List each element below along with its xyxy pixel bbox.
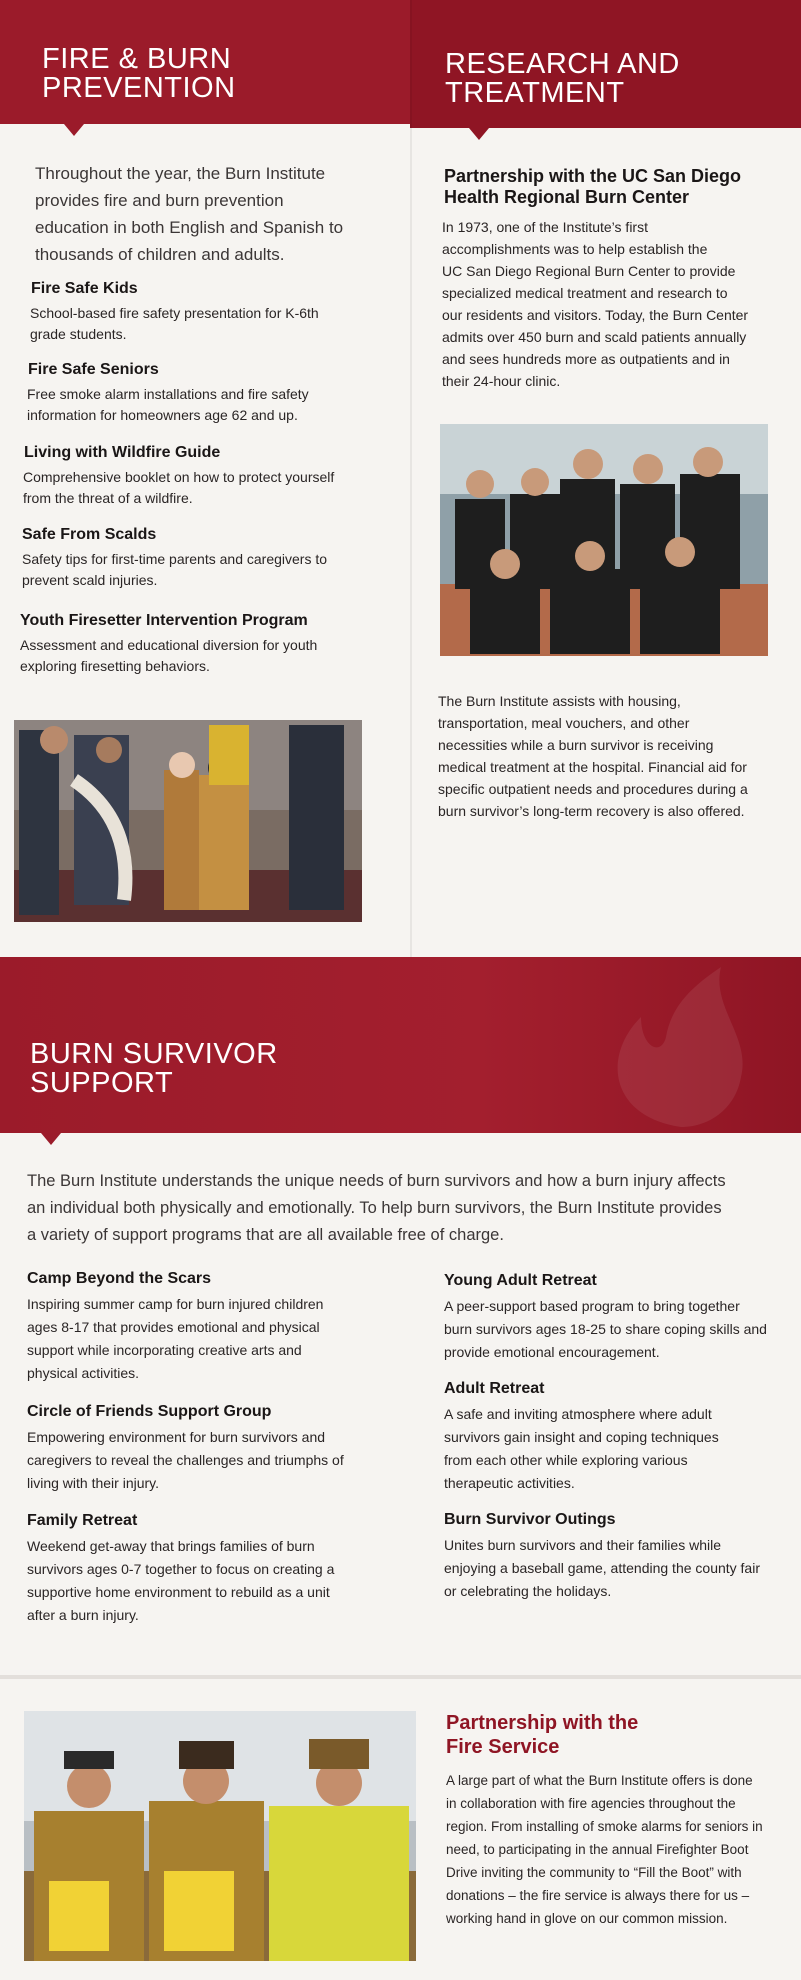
desc-line: prevent scald injuries. [22, 572, 158, 588]
desc-line: exploring firesetting behaviors. [20, 658, 210, 674]
desc-line: working hand in glove on our common mission. [446, 1911, 728, 1926]
fire-service-body [446, 1769, 796, 1930]
desc-line: ages 8-17 that provides emotional and physical [27, 1319, 320, 1335]
desc-line: Comprehensive booklet on how to protect yourself [23, 469, 335, 485]
desc-line: accomplishments was to help establish the [442, 241, 708, 257]
desc-line: from the threat of a wildfire. [23, 490, 193, 506]
desc-line: information for homeowners age 62 and up. [27, 407, 298, 423]
desc-line: In 1973, one of the Institute’s first [442, 219, 648, 235]
desc-line: survivors gain insight and coping techniques [444, 1429, 719, 1445]
firefighters-photo [24, 1711, 416, 1961]
desc-line: specific outpatient needs and procedures during a [438, 781, 748, 797]
desc-line: Safety tips for first-time parents and caregivers to [22, 551, 328, 567]
intro-line: The Burn Institute understands the unique needs of burn survivors and how a burn injury affects [27, 1172, 726, 1190]
fire-service-title-line1: Partnership with the [446, 1712, 639, 1734]
program-title-circle-of-friends: Circle of Friends Support Group [27, 1403, 272, 1420]
top-panel [0, 0, 801, 957]
desc-line: support while incorporating creative arts and [27, 1342, 302, 1358]
program-desc-camp [27, 1293, 397, 1385]
desc-line: Assessment and educational diversion for youth [20, 637, 318, 653]
desc-line: living with their injury. [27, 1475, 160, 1491]
program-desc-fire-safe-kids [30, 303, 390, 345]
desc-line: our residents and visitors. Today, the Burn Center [442, 307, 749, 323]
desc-line: their 24-hour clinic. [442, 373, 561, 389]
desc-line: caregivers to reveal the challenges and triumphs of [27, 1452, 344, 1468]
program-title-youth-firesetter: Youth Firesetter Intervention Program [20, 612, 308, 629]
desc-line: admits over 450 burn and scald patients annually [442, 329, 747, 345]
desc-line: medical treatment at the hospital. Financial aid for [438, 759, 747, 775]
program-title-fire-safe-kids: Fire Safe Kids [31, 280, 138, 297]
desc-line: A peer-support based program to bring together [444, 1298, 740, 1314]
research-subtitle [444, 166, 741, 208]
desc-line: supportive home environment to rebuild as a unit [27, 1584, 330, 1600]
desc-line: after a burn injury. [27, 1607, 139, 1623]
desc-line: region. From installing of smoke alarms for seniors in [446, 1819, 763, 1834]
desc-line: Weekend get-away that brings families of burn [27, 1538, 315, 1554]
fire-service-title-line2: Fire Service [446, 1736, 560, 1758]
fire-prevention-banner [0, 0, 410, 124]
desc-line: Free smoke alarm installations and fire safety [27, 386, 309, 402]
program-desc-family-retreat [27, 1535, 397, 1627]
program-title-family-retreat: Family Retreat [27, 1512, 138, 1529]
program-desc-safe-from-scalds [22, 549, 397, 591]
program-desc-adult-retreat [444, 1403, 794, 1495]
desc-line: burn survivor’s long-term recovery is also offered. [438, 803, 745, 819]
fire-prevention-title-line1: FIRE & BURN [42, 43, 232, 75]
desc-line: Drive inviting the community to “Fill the Boot” with [446, 1865, 742, 1880]
desc-line: Unites burn survivors and their families while [444, 1537, 721, 1553]
desc-line: UC San Diego Regional Burn Center to provide [442, 263, 736, 279]
desc-line: Empowering environment for burn survivors and [27, 1429, 326, 1445]
bottom-panel [0, 957, 801, 1980]
program-desc-outings [444, 1534, 794, 1603]
section-divider [0, 1675, 801, 1679]
research-title-line1: RESEARCH AND [445, 48, 680, 80]
research-title [445, 50, 680, 108]
desc-line: survivors ages 0-7 together to focus on creating a [27, 1561, 335, 1577]
desc-line: from each other while exploring various [444, 1452, 688, 1468]
research-title-line2: TREATMENT [445, 77, 625, 109]
desc-line: provide emotional encouragement. [444, 1344, 660, 1360]
fire-prevention-title [42, 45, 236, 103]
research-subtitle-line2: Health Regional Burn Center [444, 187, 690, 207]
flame-watermark-icon [571, 967, 771, 1133]
fire-prevention-title-line2: PREVENTION [42, 72, 236, 104]
desc-line: and sees hundreds more as outpatients and in [442, 351, 730, 367]
intro-line: education in both English and Spanish to [35, 218, 344, 237]
desc-line: grade students. [30, 326, 127, 342]
desc-line: specialized medical treatment and research to [442, 285, 728, 301]
research-subtitle-line1: Partnership with the UC San Diego [444, 166, 742, 186]
program-title-safe-from-scalds: Safe From Scalds [22, 526, 157, 543]
banner-pointer [64, 124, 84, 136]
desc-line: donations – the fire service is always there for us – [446, 1888, 750, 1903]
desc-line: enjoying a baseball game, attending the county fair [444, 1560, 760, 1576]
research-banner [410, 0, 801, 128]
program-title-fire-safe-seniors: Fire Safe Seniors [28, 361, 159, 378]
program-desc-circle-of-friends [27, 1426, 397, 1495]
desc-line: transportation, meal vouchers, and other [438, 715, 690, 731]
intro-line: thousands of children and adults. [35, 245, 285, 264]
survivor-intro [27, 1168, 787, 1249]
desc-line: or celebrating the holidays. [444, 1583, 612, 1599]
survivor-title-line2: SUPPORT [30, 1067, 174, 1099]
desc-line: A safe and inviting atmosphere where adult [444, 1406, 712, 1422]
program-desc-wildfire-guide [23, 467, 398, 509]
survivor-title-line1: BURN SURVIVOR [30, 1038, 278, 1070]
fold-line [410, 0, 412, 957]
desc-line: School-based fire safety presentation for K-6th [30, 305, 319, 321]
program-title-camp: Camp Beyond the Scars [27, 1270, 212, 1287]
program-title-adult-retreat: Adult Retreat [444, 1380, 545, 1397]
desc-line: A large part of what the Burn Institute offers is done [446, 1773, 753, 1788]
research-body [442, 216, 787, 392]
desc-line: burn survivors ages 18-25 to share coping skills and [444, 1321, 767, 1337]
banner-pointer [41, 1133, 61, 1145]
program-desc-fire-safe-seniors [27, 384, 397, 426]
desc-line: therapeutic activities. [444, 1475, 575, 1491]
desc-line: necessities while a burn survivor is receiving [438, 737, 714, 753]
kids-firefighter-photo [14, 720, 362, 922]
intro-line: provides fire and burn prevention [35, 191, 284, 210]
research-support-body [438, 690, 788, 822]
fire-service-title [446, 1711, 638, 1759]
intro-line: Throughout the year, the Burn Institute [35, 164, 326, 183]
survivor-title [30, 1040, 278, 1098]
program-title-outings: Burn Survivor Outings [444, 1511, 616, 1528]
desc-line: in collaboration with fire agencies throughout the [446, 1796, 736, 1811]
desc-line: The Burn Institute assists with housing, [438, 693, 681, 709]
program-title-young-adult: Young Adult Retreat [444, 1272, 597, 1289]
desc-line: Inspiring summer camp for burn injured children [27, 1296, 324, 1312]
fire-prevention-intro [35, 160, 395, 268]
program-desc-young-adult [444, 1295, 794, 1364]
survivor-banner [0, 957, 801, 1133]
desc-line: physical activities. [27, 1365, 140, 1381]
banner-pointer [469, 128, 489, 140]
intro-line: an individual both physically and emotionally. To help burn survivors, the Burn Institute provides [27, 1199, 722, 1217]
program-desc-youth-firesetter [20, 635, 395, 677]
desc-line: need, to participating in the annual Firefighter Boot [446, 1842, 749, 1857]
burn-center-group-photo [440, 424, 768, 656]
program-title-wildfire-guide: Living with Wildfire Guide [24, 444, 221, 461]
intro-line: a variety of support programs that are all available free of charge. [27, 1226, 504, 1244]
